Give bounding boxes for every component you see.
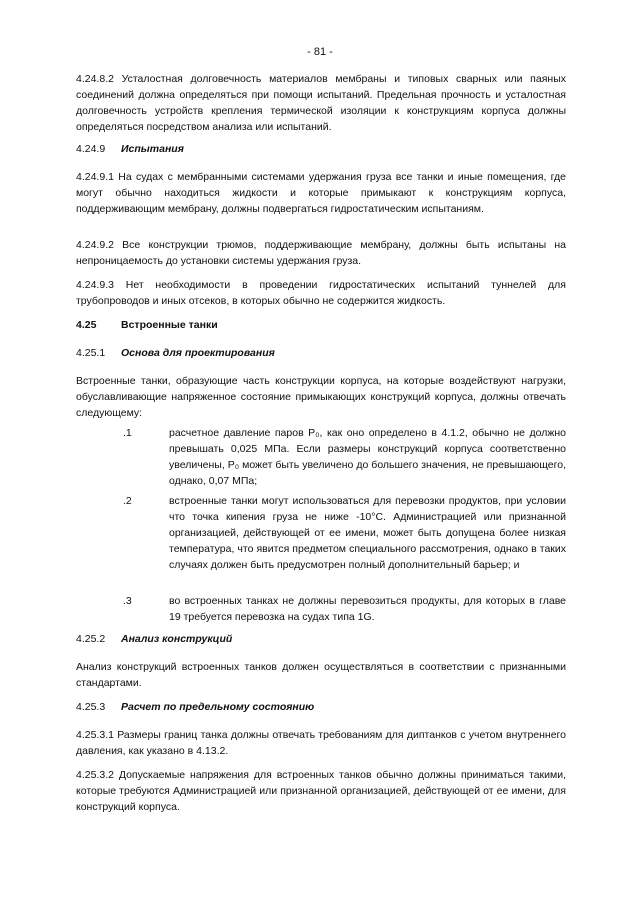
heading-title: Испытания: [121, 143, 184, 155]
heading-title: Встроенные танки: [121, 319, 218, 331]
heading-number: 4.25.3: [76, 701, 106, 713]
heading-4-25-2: [76, 631, 566, 647]
heading-number: 4.25.1: [76, 347, 106, 359]
paragraph-4-24-9-3: 4.24.9.3 Нет необходимости в проведении гидростатических испытаний туннелей для трубопроводов и иных отсеков, в которых обычно не содержится жидкость.: [76, 279, 566, 307]
heading-title: Анализ конструкций: [121, 633, 233, 645]
heading-4-25-3: [76, 699, 566, 715]
paragraph-4-24-9-1: 4.24.9.1 На судах с мембранными системами удержания груза все танки и иные помещения, где могут обычно находиться жидкости и которые примыкают к конструкциям корпуса, поддерживающим мембрану, должны подвергаться гидростатическим испытаниям.: [76, 171, 566, 215]
paragraph-4-24-9-2: 4.24.9.2 Все конструкции трюмов, поддерживающие мембрану, должны быть испытаны на непроницаемость до установки системы удержания груза.: [76, 239, 566, 267]
list-item-number: .2: [123, 495, 132, 507]
heading-4-24-9: [76, 141, 566, 157]
list-item-number: .1: [123, 427, 132, 439]
heading-4-25: [76, 317, 566, 333]
paragraph-4-25-2: Анализ конструкций встроенных танков должен осуществляться в соответствии с признанными стандартами.: [76, 661, 566, 689]
list-item-text: во встроенных танках не должны перевозиться продукты, для которых в главе 19 требуется перевозка на судах типа 1G.: [169, 595, 566, 623]
list-item-number: .3: [123, 595, 132, 607]
paragraph-4-25-3-2: 4.25.3.2 Допускаемые напряжения для встроенных танков обычно должны приниматься такими, которые требуются Администрацией или признанной организацией, действующей от ее имени, для конструкций корпуса.: [76, 769, 566, 813]
paragraph-4-24-8-2: 4.24.8.2 Усталостная долговечность материалов мембраны и типовых сварных или паяных соединений должна определяться при помощи испытаний. Предельная прочность и усталостная долговечность устройств крепления термической изоляции к конструкциям корпуса должны определяться посредством анализа или испытаний.: [76, 73, 566, 133]
list-item-text: расчетное давление паров P₀, как оно определено в 4.1.2, обычно не должно превышать 0,025 МПа. Если размеры конструкций корпуса соответственно увеличены, P₀ может быть увеличено до большего значения, не превышающего, однако, 0,07 МПа;: [169, 427, 566, 487]
heading-number: 4.25: [76, 319, 97, 331]
paragraph-4-25-3-1: 4.25.3.1 Размеры границ танка должны отвечать требованиям для диптанков с учетом внутреннего давления, как указано в 4.13.2.: [76, 729, 566, 757]
heading-4-25-1: [76, 345, 566, 361]
page-number: - 81 -: [307, 46, 333, 58]
list-item-text: встроенные танки могут использоваться для перевозки продуктов, при условии что точка кипения груза не ниже -10°C. Администрацией или признанной организацией, действующей от ее имени, может быть допущена более низкая температура, что явится предметом специального рассмотрения, однако в таких случаях должен быть предусмотрен полный дополнительный барьер; и: [169, 495, 566, 571]
heading-number: 4.25.2: [76, 633, 106, 645]
heading-number: 4.24.9: [76, 143, 106, 155]
paragraph-4-25-1-intro: Встроенные танки, образующие часть конструкции корпуса, на которые воздействуют нагрузки, обуславливающие напряженное состояние примыкающих конструкций корпуса, должны отвечать следующему:: [76, 375, 566, 419]
heading-title: Основа для проектирования: [121, 347, 275, 359]
heading-title: Расчет по предельному состоянию: [121, 701, 315, 713]
